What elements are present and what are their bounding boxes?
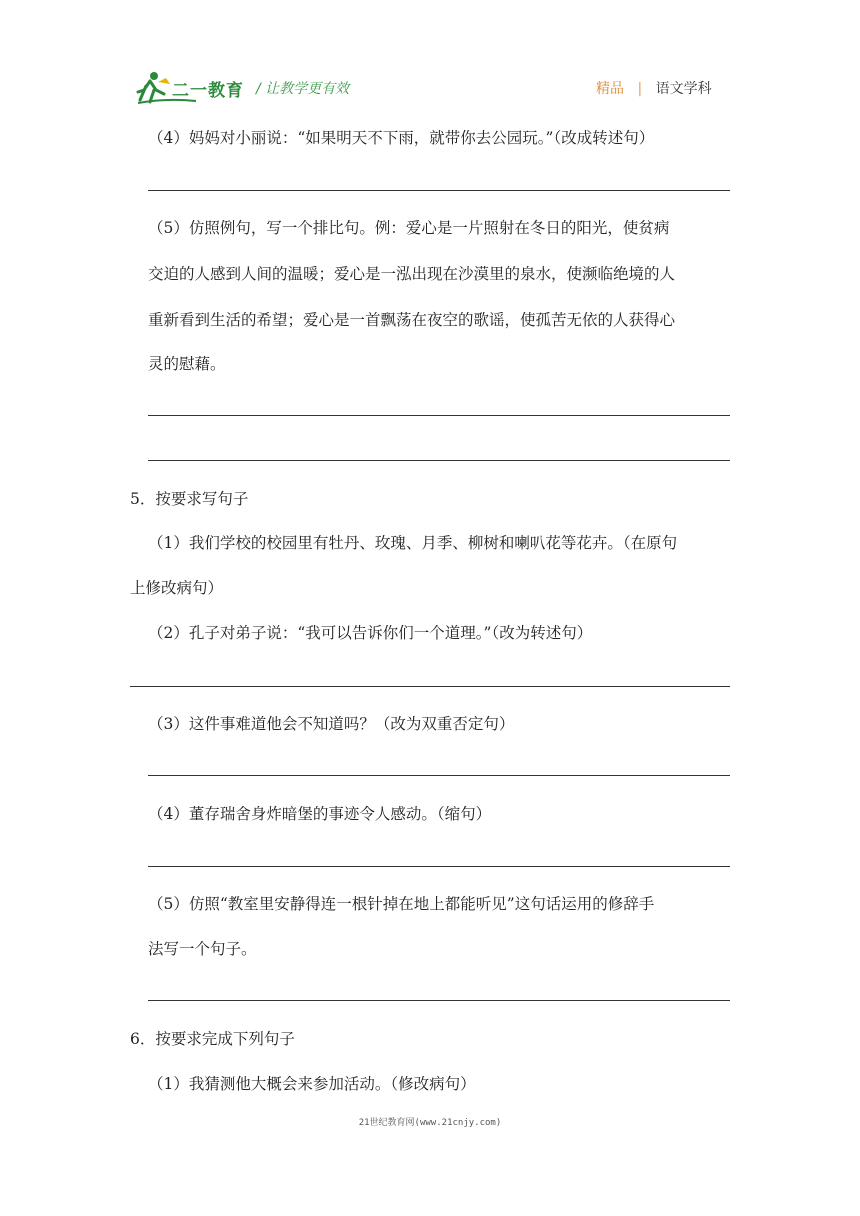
question-line: （4）董存瑞舍身炸暗堡的事迹令人感动。（缩句） [148, 805, 492, 823]
question-line: （1）我猜测他大概会来参加活动。（修改病句） [148, 1075, 476, 1093]
answer-line [148, 1000, 730, 1001]
section-heading: 6．按要求完成下列句子 [130, 1030, 295, 1048]
answer-line [148, 775, 730, 776]
question-line: 灵的慰藉。 [148, 355, 226, 373]
header-separator: | [637, 81, 643, 97]
logo-text: 二一教育 [172, 81, 244, 101]
answer-line [148, 460, 730, 461]
page-footer: 21世纪教育网(www.21cnjy.com) [358, 1118, 502, 1128]
question-line: （1）我们学校的校园里有牡丹、玫瑰、月季、柳树和喇叭花等花卉。（在原句 [148, 534, 678, 552]
quality-label: 精品 [596, 81, 624, 97]
question-line: （3）这件事难道他会不知道吗？（改为双重否定句） [148, 715, 515, 733]
question-line: 法写一个句子。 [148, 940, 257, 958]
question-line: （5）仿照“教室里安静得连一根针掉在地上都能听见”这句话运用的修辞手 [148, 895, 655, 913]
section-heading: 5．按要求写句子 [130, 490, 249, 508]
question-line: （2）孔子对弟子说：“我可以告诉你们一个道理。”（改为转述句） [148, 624, 593, 642]
slogan: / 让教学更有效 [256, 81, 350, 97]
question-line: 重新看到生活的希望；爱心是一首飘荡在夜空的歌谣，使孤苦无依的人获得心 [148, 311, 676, 329]
header-right [596, 78, 712, 98]
subject-label: 语文学科 [655, 81, 712, 97]
answer-line [148, 866, 730, 867]
question-line: （5）仿照例句，写一个排比句。例：爱心是一片照射在冬日的阳光，使贫病 [148, 219, 670, 237]
answer-line [148, 190, 730, 191]
question-line: 上修改病句） [130, 579, 224, 597]
answer-line [130, 686, 730, 687]
page-header [0, 0, 860, 110]
question-line: （4）妈妈对小丽说：“如果明天不下雨，就带你去公园玩。”（改成转述句） [148, 129, 655, 147]
question-line: 交迫的人感到人间的温暖；爱心是一泓出现在沙漠里的泉水，使濒临绝境的人 [148, 265, 676, 283]
answer-line [148, 415, 730, 416]
